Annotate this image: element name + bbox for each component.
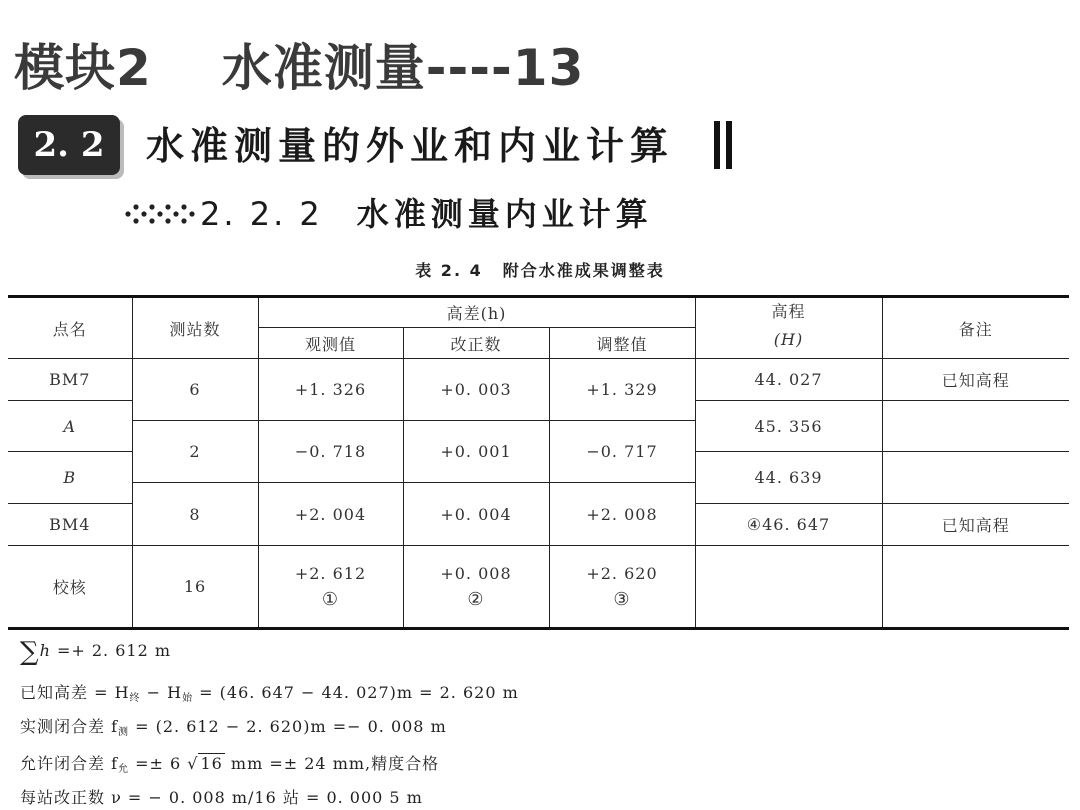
calc-misclosure-line: 实测闭合差 $f_测 = (2$. 612 − 2. 620)m =− 0. 008 m (20, 717, 447, 738)
check-observed: +2. 612 ① (258, 546, 403, 629)
subsection-number: 2. 2. 2 (200, 195, 323, 233)
segment-observed: −0. 718 (258, 421, 403, 483)
header-correction: 改正数 (403, 328, 549, 359)
table-caption-title: 附合水准成果调整表 (502, 261, 665, 280)
point-elevation: 44. 027 (695, 359, 882, 401)
table-caption (0, 258, 1080, 281)
header-height-diff: 高差(h) (258, 297, 695, 328)
check-observed-mark: ① (321, 588, 340, 610)
check-stations: 16 (132, 546, 258, 629)
point-remark: 已知高程 (882, 359, 1069, 401)
point-elevation: 45. 356 (695, 401, 882, 452)
segment-stations: 8 (132, 483, 258, 546)
header-remark: 备注 (882, 297, 1069, 359)
point-name: BM7 (8, 359, 132, 401)
segment-adjusted: +2. 008 (549, 483, 695, 546)
header-point: 点名 (8, 297, 132, 359)
section-end-bars-icon (714, 121, 738, 169)
point-elevation: ④46. 647 (695, 504, 882, 546)
point-elevation: 44. 639 (695, 452, 882, 504)
header-observed: 观测值 (258, 328, 403, 359)
section-title: 水准测量的外业和内业计算 (146, 123, 675, 168)
segment-stations: 2 (132, 421, 258, 483)
dotted-arrow-icon (122, 196, 196, 232)
table-caption-label: 表 2. 4 (415, 261, 483, 280)
point-name: BM4 (8, 504, 132, 546)
point-name: B (8, 452, 132, 504)
calc-allowable-line: 允许闭合差 $f_允 =\pm 6$ √ 16 mm =± 24 mm,精度合格 (20, 754, 440, 775)
point-remark (882, 401, 1069, 452)
module-topic: 水准测量----13 (221, 39, 585, 97)
leveling-adjustment-table (8, 295, 1069, 630)
segment-observed: +1. 326 (258, 359, 403, 421)
header-adjusted: 调整值 (549, 328, 695, 359)
header-elevation: 高程 (H) (695, 297, 882, 359)
point-remark (882, 452, 1069, 504)
segment-correction: +0. 004 (403, 483, 549, 546)
page-title (14, 28, 584, 98)
subsection-text: 水准测量内业计算 (356, 195, 653, 233)
calc-per-station-line: 每站改正数 ν = − 0. 008 m/16 站 = 0. 000 5 m (20, 788, 423, 807)
check-adjusted: +2. 620 ③ (549, 546, 695, 629)
check-correction-mark: ② (467, 588, 485, 610)
subsection-title (200, 192, 653, 236)
segment-observed: +2. 004 (258, 483, 403, 546)
module-label: 模块2 (14, 39, 152, 97)
point-name: A (8, 401, 132, 452)
check-elevation (695, 546, 882, 629)
segment-correction: +0. 003 (403, 359, 549, 421)
section-number-badge: 2. 2 (18, 115, 120, 175)
calc-sum-line: ∑h =+ 2. 612 m (20, 637, 172, 667)
check-remark (882, 546, 1069, 629)
header-stations: 测站数 (132, 297, 258, 359)
check-correction: +0. 008 ② (403, 546, 549, 629)
segment-stations: 6 (132, 359, 258, 421)
segment-adjusted: +1. 329 (549, 359, 695, 421)
segment-adjusted: −0. 717 (549, 421, 695, 483)
segment-correction: +0. 001 (403, 421, 549, 483)
point-remark: 已知高程 (882, 504, 1069, 546)
check-adjusted-mark: ③ (613, 588, 631, 610)
check-label: 校核 (8, 546, 132, 629)
calc-known-diff-line: 已知高差 = $H_终 - H_始 = (46$. 647 − 44. 027)m = 2. 620 m (20, 683, 519, 704)
